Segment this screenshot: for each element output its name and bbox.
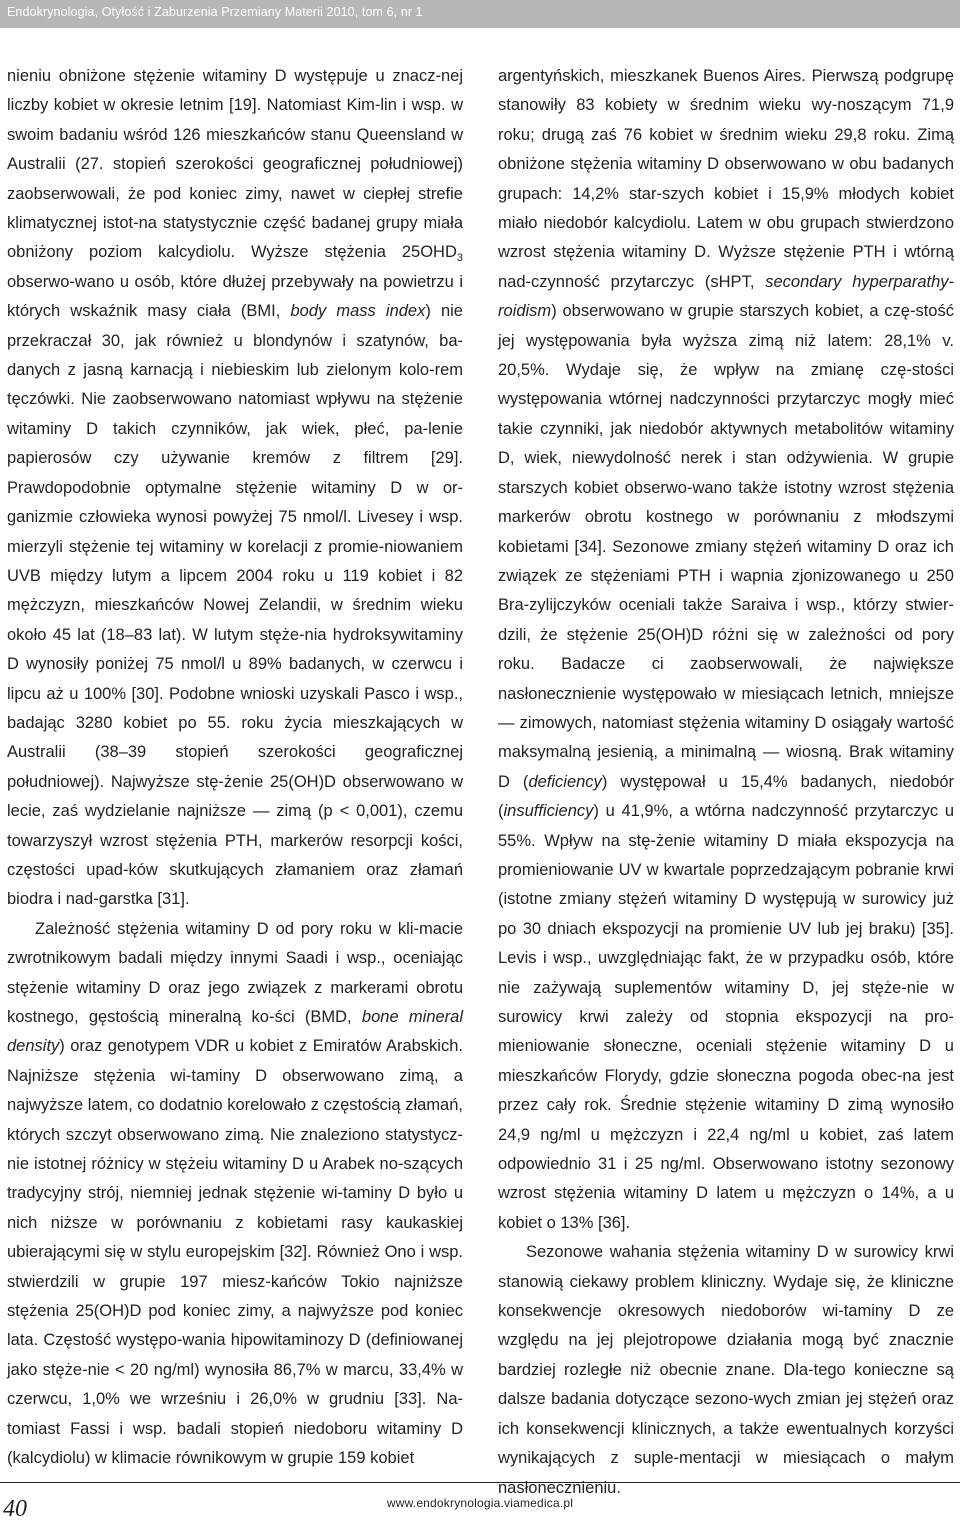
left-column bbox=[7, 62, 463, 1474]
right-column bbox=[498, 62, 954, 1503]
paragraph bbox=[7, 62, 463, 915]
subscript: 3 bbox=[456, 252, 463, 265]
page-number: 40 bbox=[3, 1496, 27, 1522]
footer-url: www.endokrynologia.viamedica.pl bbox=[386, 1496, 574, 1510]
text-run: argentyńskich, mieszkanek Buenos Aires. Pierwszą podgrupę stanowiły 83 kobiety w średnim wieku wy-noszącym 71,9 roku; drugą zaś 76 kobiet w średnim wieku 29,8 roku. Zimą obniżone stężenia witaminy D obserwowano w obu badanych grupach: 14,2% star-szych kobiet i 15,9% młodych kobiet miało niedobór kalcydiolu. Latem w obu grupach stwierdzono wzrost stężenia witaminy D. Wyższe stężenie PTH i wtórną nad-czynność przytarczyc (sHPT, bbox=[498, 67, 954, 291]
text-run: ) u 41,9%, a wtórna nadczynność przytarczyc u 55%. Wpływ na stę-żenie witaminy D miała ekspozycja na promieniowanie UV w kwartale poprzedzającym pobranie krwi (istotne zmiany stężeń witaminy D występują w surowicy już po 30 dniach ekspozycji na promienie UV lub jej braku) [35]. Levis i wsp., uwzględniając fakt, że w przypadku osób, które nie zażywają suplementów witaminy D, jej stęże-nie w surowicy krwi zależy od stopnia ekspozycji na pro-mieniowanie słoneczne, oceniali stężenie witaminy D u mieszkańców Florydy, gdzie słoneczna pogoda obec-na jest przez cały rok. Średnie stężenie witaminy D zimą wynosiło 24,9 ng/ml u mężczyzn i 22,4 ng/ml u kobiet, zaś latem odpowiednio 31 i 25 ng/ml. Obserwowano istotny sezonowy wzrost stężenia witaminy D latem u mężczyzn o 14%, a u kobiet o 13% [36]. bbox=[498, 802, 954, 1232]
text-run: ) obserwowano w grupie starszych kobiet, a czę-stość jej występowania była wyższa zimą niż latem: 28,1% v. 20,5%. Wydaje się, że wpływ na zmianę czę-stości występowania wtórnej nadczynności przytarczyc mogły mieć takie czynniki, jak niedobór aktywnych metabolitów witaminy D, wiek, niewydolność nerek i stan odżywienia. W grupie starszych kobiet obserwo-wano także istotny wzrost stężenia markerów obrotu kostnego w porównaniu z młodszymi kobietami [34]. Sezonowe zmiany stężeń witaminy D oraz ich związek ze stężeniami PTH i wapnia zjonizowanego u 250 Bra-zylijczyków oceniali także Saraiva i wsp., którzy stwier-dzili, że stężenie 25(OH)D różni się w zależności od pory roku. Badacze ci zaobserwowali, że największe nasłonecznienie występowało w miesiącach letnich, mniejsze — zimowych, natomiast stężenia witaminy D osiągały wartość maksymalną jesienią, a minimalną — wiosną. Brak witaminy D ( bbox=[498, 302, 954, 791]
footer-rule bbox=[0, 1482, 960, 1483]
text-run: ) nie przekraczał 30, jak również u blondynów i szatynów, ba-danych z jasną karnacją i niebieskim lub zielonym kolo-rem tęczówki. Nie zaobserwowano natomiast wpływu na stężenie witaminy D takich czynników, jak wiek, płeć, pa-lenie papierosów czy używanie kremów z filtrem [29]. Prawdopodobnie optymalne stężenie witaminy D w or-ganizmie człowieka wynosi powyżej 75 nmol/l. Livesey i wsp. mierzyli stężenie tej witaminy w korelacji z promie-niowaniem UVB między lutym a lipcem 2004 roku u 119 kobiet i 82 mężczyzn, mieszkańców Nowej Zelandii, w średnim wieku około 45 lat (18–83 lat). W lutym stęże-nia hydroksywitaminy D wynosiły poniżej 75 nmol/l u 89% badanych, w czerwcu i lipcu aż u 100% [30]. Podobne wnioski uzyskali Pasco i wsp., badając 3280 kobiet po 55. roku życia mieszkających w Australii (38–39 stopień szerokości geograficznej południowej). Najwyższe stę-żenie 25(OH)D obserwowano w lecie, zaś wydzielanie najniższe — zimą (p < 0,001), czemu towarzyszył wzrost stężenia PTH, markerów resorpcji kości, częstości upad-ków skutkujących złamaniem oraz złamań biodra i nad-garstka [31]. bbox=[7, 302, 463, 909]
italic-term: bone mineral density bbox=[7, 1008, 464, 1056]
italic-term: insufficiency bbox=[503, 802, 594, 821]
text-run: ) występował u 15,4% badanych, niedobór ( bbox=[498, 772, 955, 821]
paragraph: Sezonowe wahania stężenia witaminy D w surowicy krwi stanowią ciekawy problem kliniczny. Wydaje się, że kliniczne konsekwencje okresowych niedoborów wi-taminy D ze względu na jej plejotropowe działania mogą być znacznie bardziej rozległe niż obecnie znane. Dla-tego konieczne są dalsze badania dotyczące sezono-wych zmian jej stężeń oraz ich konsekwencji klinicznych, a także ewentualnych korzyści wynikających z suple-mentacji w miesiącach o małym nasłonecznieniu. bbox=[498, 1243, 954, 1497]
text-run: obserwo-wano u osób, które dłużej przebywały na powietrzu i których wskaźnik masy ciała (BMI, bbox=[7, 272, 463, 321]
paragraph bbox=[498, 62, 954, 1238]
italic-term: body mass index bbox=[290, 302, 426, 321]
text-run: nieniu obniżone stężenie witaminy D występuje u znacz-nej liczby kobiet w okresie letnim [19]. Natomiast Kim-lin i wsp. w swoim badaniu wśród 126 mieszkańców stanu Queensland w Australii (27. stopień szerokości geograficznej południowej) zaobserwowali, że pod koniec zimy, nawet w ciepłej strefie klimatycznej istot-na statystycznie część badanej grupy miała obniżony poziom kalcydiolu. Wyższe stężenia 25OHD bbox=[7, 67, 463, 262]
italic-term: secondary hyperparathy-roidism bbox=[498, 272, 954, 321]
paragraph bbox=[7, 915, 463, 1474]
running-head: Endokrynologia, Otyłość i Zaburzenia Przemiany Materii 2010, tom 6, nr 1 bbox=[7, 5, 423, 19]
text-run: ) oraz genotypem VDR u kobiet z Emiratów Arabskich. Najniższe stężenia wi-taminy D obserwowano zimą, a najwyższe latem, co dodatnio korelowało z częstością złamań, których szczyt obserwowano zimą. Nie znaleziono statystycz-nie istotnej różnicy w stężeiu witaminy D u Arabek no-szących tradycyjny strój, niemniej jednak stężenie wi-taminy D było u nich niższe w porównaniu z kobietami rasy kaukaskiej ubierającymi się w stylu europejskim [32]. Również Ono i wsp. stwierdzili w grupie 197 miesz-kańców Tokio najniższe stężenia 25(OH)D pod koniec zimy, a najwyższe pod koniec lata. Częstość występo-wania hipowitaminozy D (definiowanej jako stęże-nie < 20 ng/ml) wynosiła 86,7% w marcu, 33,4% w czerwcu, 1,0% we wrześniu i 26,0% w grudniu [33]. Na-tomiast Fassi i wsp. badali stopień niedoboru witaminy D (kalcydiolu) w klimacie równikowym w grupie 159 kobiet bbox=[7, 1037, 463, 1468]
italic-term: deficiency bbox=[528, 772, 602, 791]
text-run: Zależność stężenia witaminy D od pory roku w kli-macie zwrotnikowym badali między innymi Saadi i wsp., oceniając stężenie witaminy D oraz jego związek z markerami obrotu kostnego, gęstością mineralną ko-ści (BMD, bbox=[7, 919, 463, 1026]
running-head-bar bbox=[0, 0, 960, 28]
